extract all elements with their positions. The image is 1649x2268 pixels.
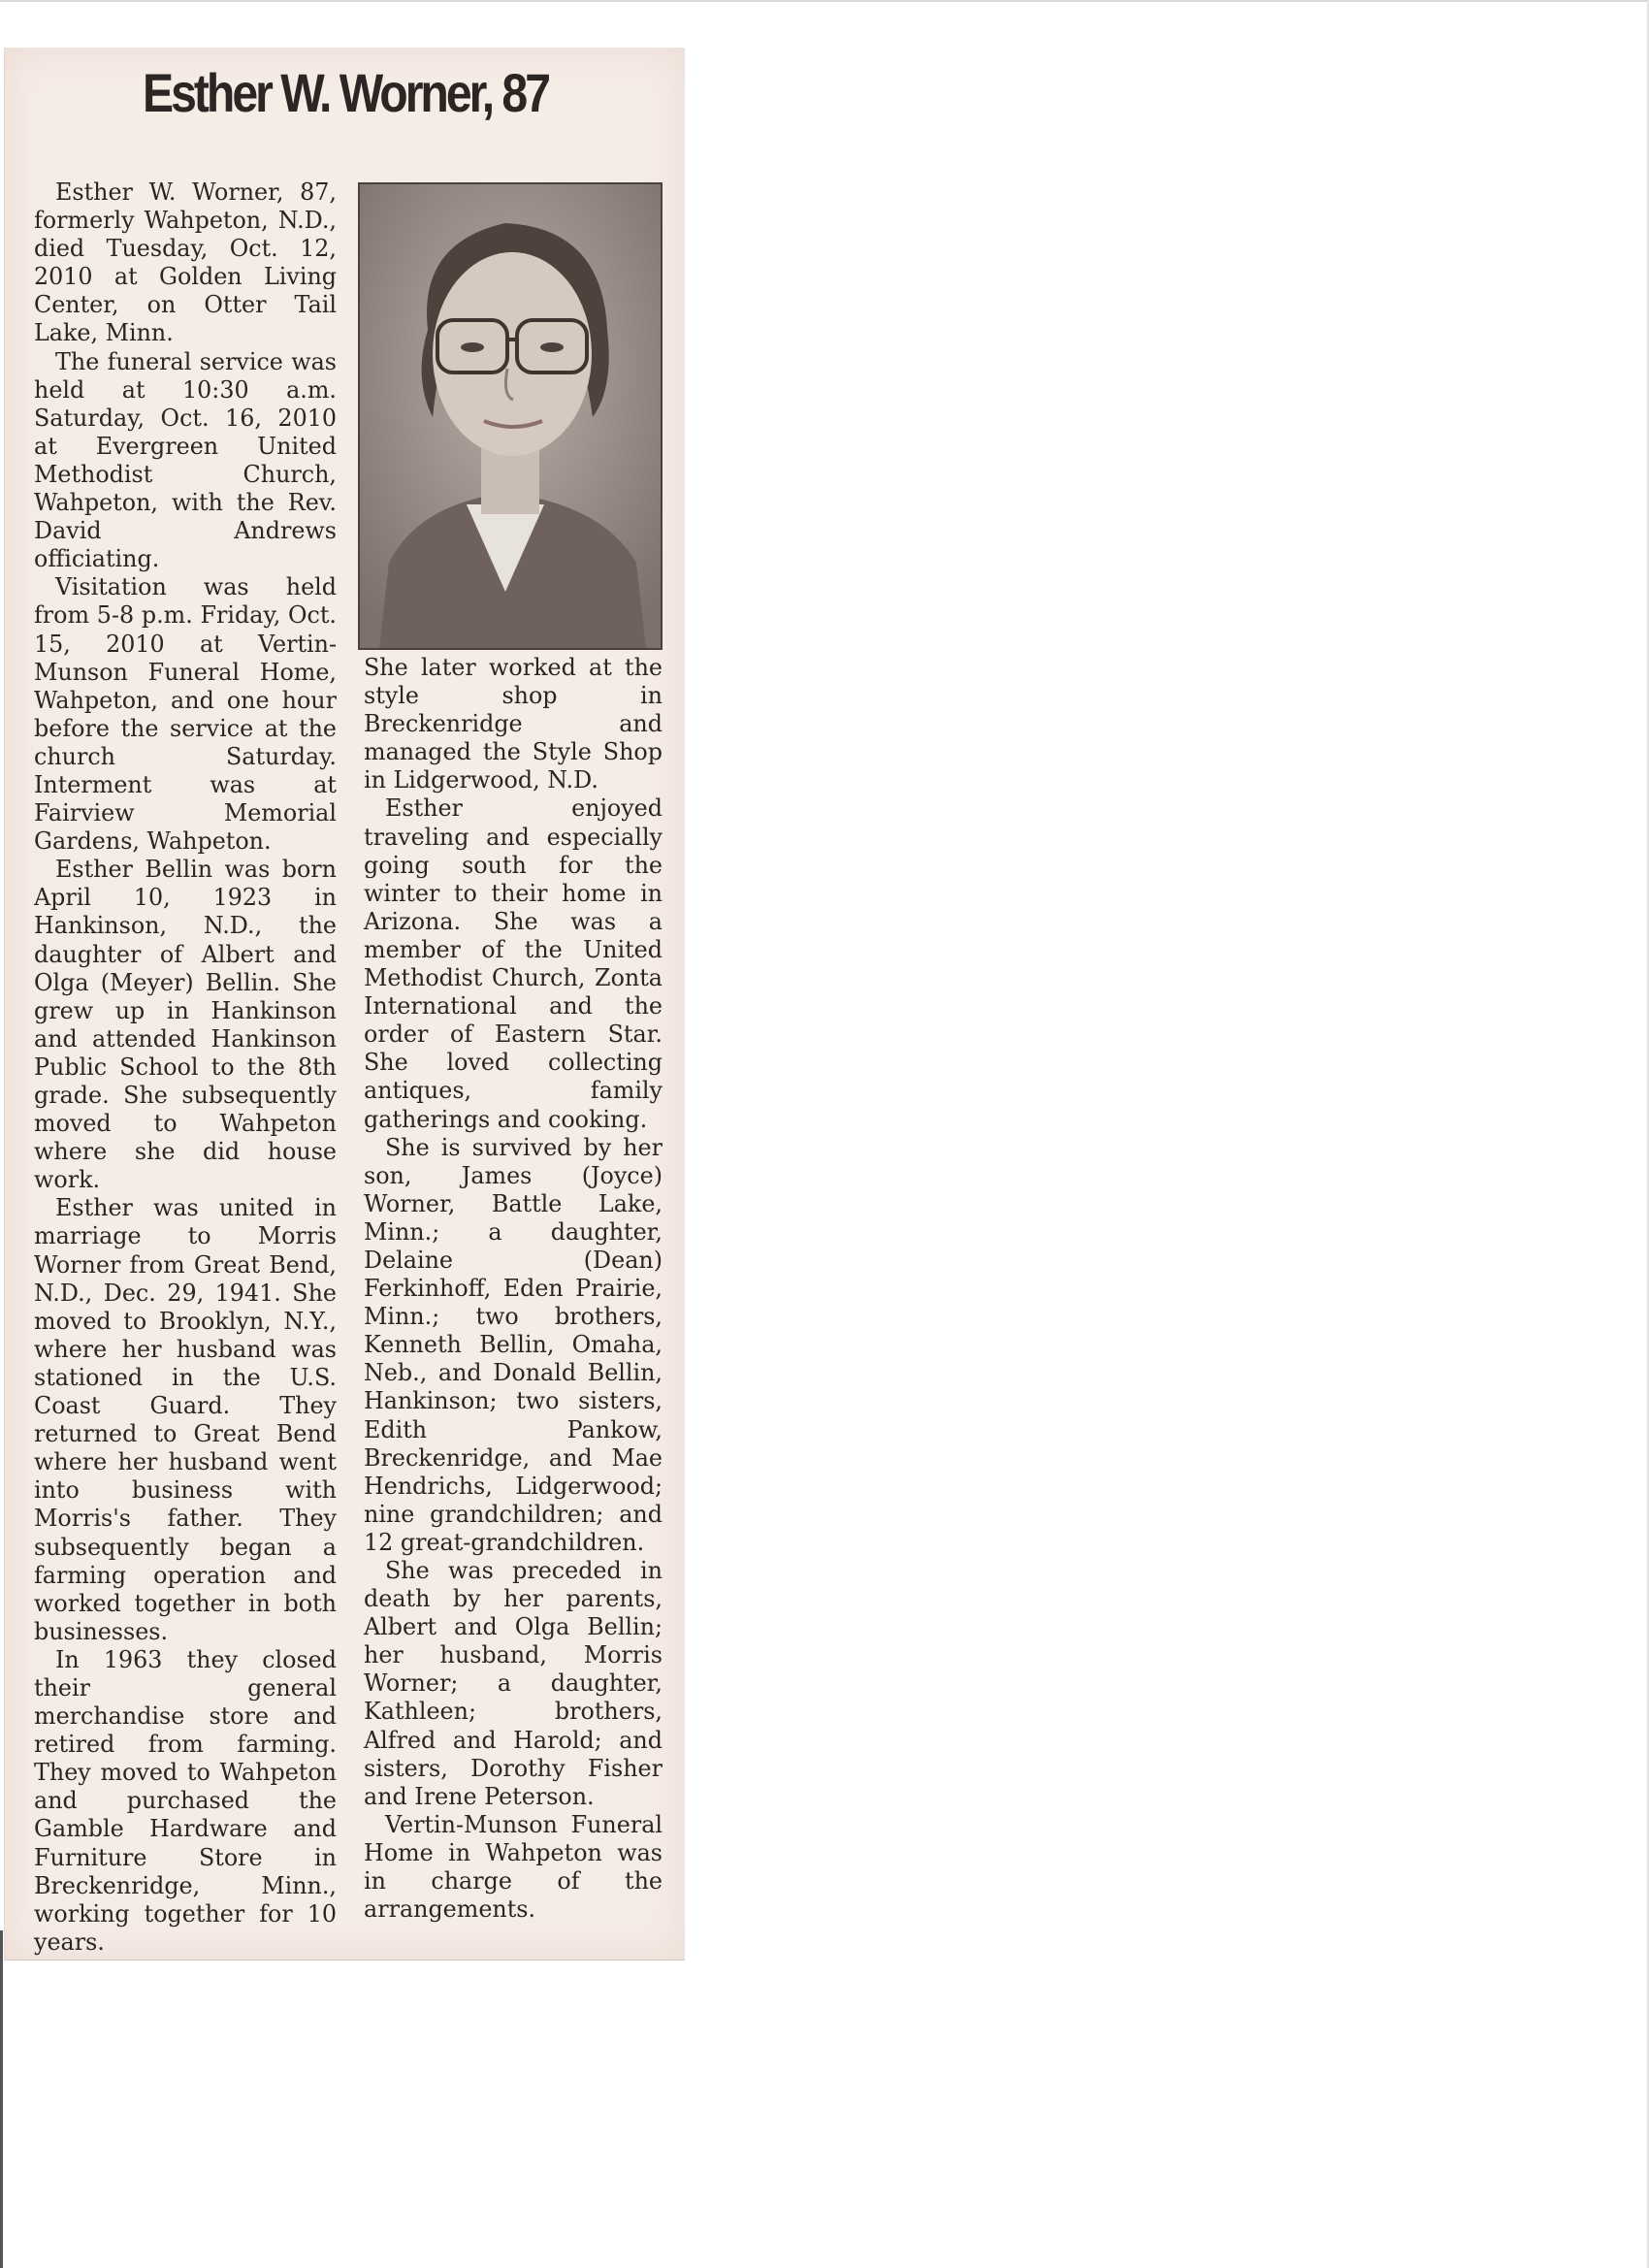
paragraph-preceded-in-death: She was preceded in death by her parents, Albert and Olga Bellin; her husband, Morris Worner; a daughter, Kathleen; brothers, Alfred and Harold; and sisters, Dorothy Fisher and Irene Peterson.	[364, 1557, 663, 1810]
paragraph-interests: Esther enjoyed traveling and especially going south for the winter to their home in Arizona. She was a member of the United Methodist Church, Zonta International and the order of Eastern Star. She loved collecting antiques, family gatherings and cooking.	[364, 794, 663, 1133]
paragraph-survivors: She is survived by her son, James (Joyce) Worner, Battle Lake, Minn.; a daughter, Delaine (Dean) Ferkinhoff, Eden Prairie, Minn.; two brothers, Kenneth Bellin, Omaha, Neb., and Donald Bellin, Hankinson; two sisters, Edith Pankow, Breckenridge, and Mae Hendrichs, Lidgerwood; nine grandchildren; and 12 great-grandchildren.	[364, 1133, 663, 1556]
paragraph-death-notice: Esther W. Worner, 87, formerly Wahpeton, N.D., died Tuesday, Oct. 12, 2010 at Golden Living Center, on Otter Tail Lake, Minn.	[34, 178, 337, 347]
paragraph-career-continued: She later worked at the style shop in Breckenridge and managed the Style Shop in Lidgerwood, N.D.	[364, 654, 663, 794]
obituary-headline: Esther W. Worner, 87	[142, 62, 548, 123]
newspaper-clipping	[4, 48, 685, 1960]
paragraph-business: In 1963 they closed their general merchandise store and retired from farming. They moved to Wahpeton and purchased the Gamble Hardware and Furniture Store in Breckenridge, Minn., working together for 10 years.	[34, 1645, 337, 1956]
paragraph-marriage: Esther was united in marriage to Morris Worner from Great Bend, N.D., Dec. 29, 1941. She moved to Brooklyn, N.Y., where her husband was stationed in the U.S. Coast Guard. They returned to Great Bend where her husband went into business with Morris's father. They subsequently began a farming operation and worked together in both businesses.	[34, 1194, 337, 1645]
paragraph-visitation: Visitation was held from 5-8 p.m. Friday, Oct. 15, 2010 at Vertin-Munson Funeral Home, Wahpeton, and one hour before the service at the church Saturday. Interment was at Fairview Memorial Gardens, Wahpeton.	[34, 573, 337, 856]
paragraph-arrangements: Vertin-Munson Funeral Home in Wahpeton was in charge of the arrangements.	[364, 1810, 663, 1924]
portrait-photo	[358, 182, 663, 650]
scan-edge-top	[0, 0, 1649, 2]
paragraph-funeral-service: The funeral service was held at 10:30 a.m. Saturday, Oct. 16, 2010 at Evergreen United Methodist Church, Wahpeton, with the Rev. David Andrews officiating.	[34, 347, 337, 573]
paragraph-early-life: Esther Bellin was born April 10, 1923 in Hankinson, N.D., the daughter of Albert and Olga (Meyer) Bellin. She grew up in Hankinson and attended Hankinson Public School to the 8th grade. She subsequently moved to Wahpeton where she did house work.	[34, 856, 337, 1194]
right-column	[364, 654, 663, 1924]
portrait-photo-icon	[360, 184, 661, 648]
left-column	[34, 178, 337, 1957]
scan-edge-left	[0, 1930, 3, 2268]
